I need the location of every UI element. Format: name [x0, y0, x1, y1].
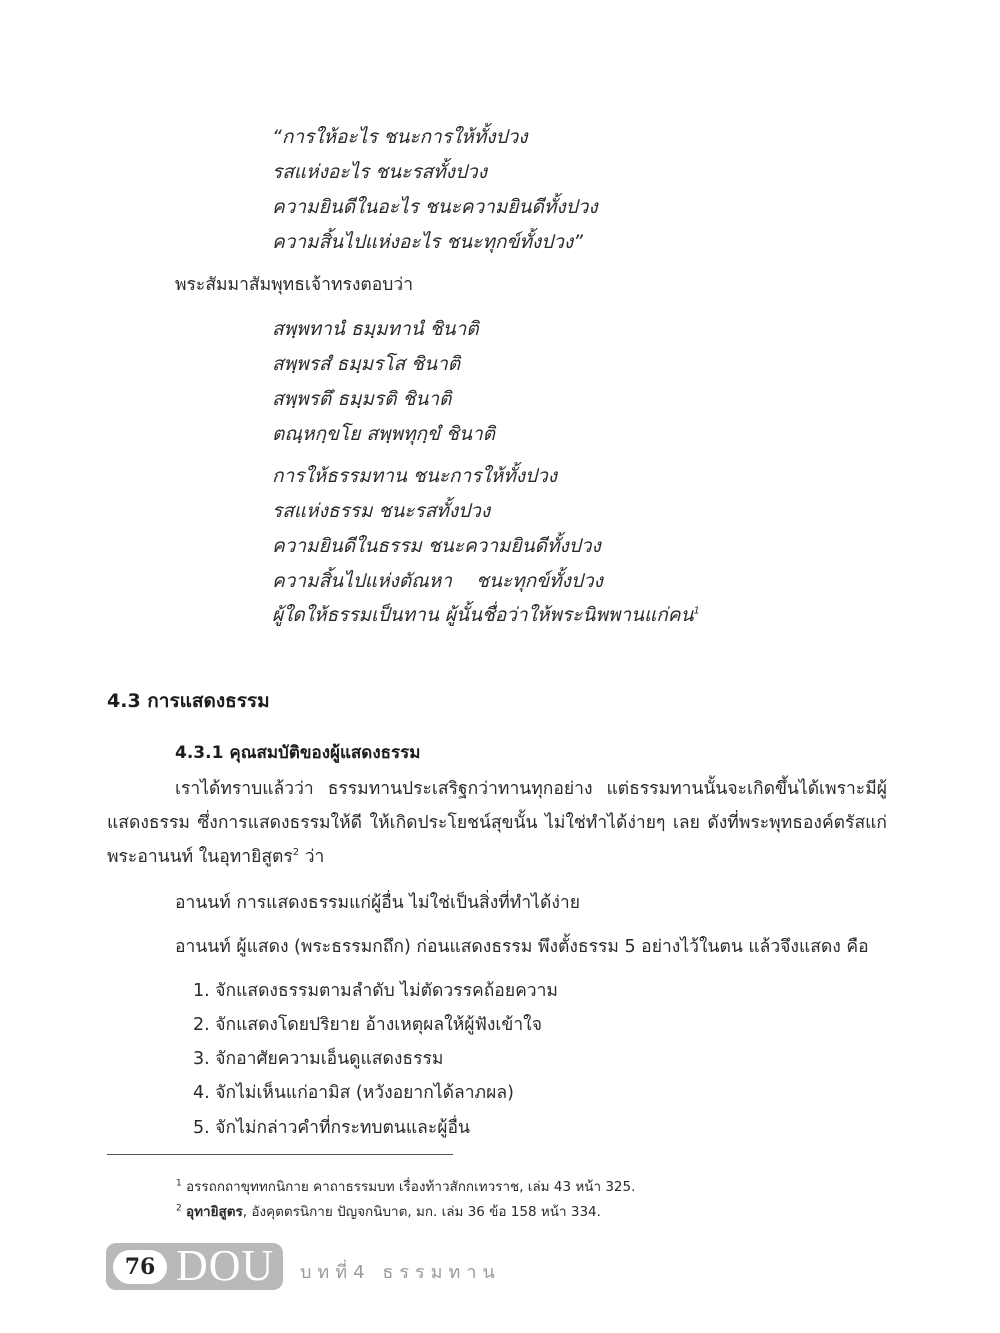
translation-line-right: ชนะทุกข์ทั้งปวง — [476, 570, 603, 592]
translation-line — [272, 606, 700, 625]
pali-line: สพฺพรตึ ธมฺมรติ ชินาติ — [272, 388, 452, 410]
footnote-text: อรรถกถาขุททกนิกาย คาถาธรรมบท เรื่องท้าวสักกเทวราช, เล่ม 43 หน้า 325. — [186, 1179, 636, 1195]
footnote-divider — [107, 1154, 453, 1155]
verse-line: รสแห่งอะไร ชนะรสทั้งปวง — [272, 161, 487, 183]
brand-logo: DOU — [176, 1241, 275, 1290]
pali-line: ตณฺหกฺขโย สพฺพทุกฺขํ ชินาติ — [272, 423, 495, 445]
paragraph-text-end: ว่า — [299, 847, 325, 867]
chapter-title: บทที่4 ธรรมทาน — [300, 1262, 501, 1283]
list-item: 2. จักแสดงโดยปริยาย อ้างเหตุผลให้ผู้ฟังเข้าใจ — [193, 1015, 542, 1035]
translation-line-left: ความสิ้นไปแห่งตัณหา — [272, 570, 452, 592]
footnote — [176, 1175, 635, 1197]
translation-text: ผู้ใดให้ธรรมเป็นทาน ผู้นั้นชื่อว่าให้พระนิพพานแก่คน — [272, 604, 694, 626]
footnote-number: 1 — [176, 1178, 182, 1189]
footnote-ref: 2 — [292, 847, 300, 859]
footnote-number: 2 — [176, 1203, 182, 1214]
ananda-line: อานนท์ การแสดงธรรมแก่ผู้อื่น ไม่ใช่เป็นสิ่งที่ทำได้ง่าย — [175, 893, 580, 913]
footnote — [176, 1200, 601, 1222]
ananda-line: อานนท์ ผู้แสดง (พระธรรมกถึก) ก่อนแสดงธรรม พึงตั้งธรรม 5 อย่างไว้ในตน แล้วจึงแสดง คือ — [175, 937, 869, 957]
buddha-reply: พระสัมมาสัมพุทธเจ้าทรงตอบว่า — [175, 275, 414, 295]
page-number: 76 — [113, 1250, 167, 1284]
translation-line: การให้ธรรมทาน ชนะการให้ทั้งปวง — [272, 465, 558, 487]
body-paragraph — [107, 772, 887, 874]
footnote-text: , อังคุตตรนิกาย ปัญจกนิบาต, มก. เล่ม 36 ข้อ 158 หน้า 334. — [242, 1204, 601, 1220]
section-heading: 4.3 การแสดงธรรม — [107, 690, 270, 712]
verse-line: “การให้อะไร ชนะการให้ทั้งปวง — [272, 126, 528, 148]
list-item: 5. จักไม่กล่าวคำที่กระทบตนและผู้อื่น — [193, 1118, 470, 1138]
footnote-bold-title: อุทายิสูตร — [186, 1204, 243, 1220]
list-item: 3. จักอาศัยความเอ็นดูแสดงธรรม — [193, 1049, 444, 1069]
footnote-ref: 1 — [693, 605, 700, 617]
translation-line: ความยินดีในธรรม ชนะความยินดีทั้งปวง — [272, 535, 601, 557]
translation-line: รสแห่งธรรม ชนะรสทั้งปวง — [272, 500, 491, 522]
list-item: 1. จักแสดงธรรมตามลำดับ ไม่ตัดวรรคถ้อยความ — [193, 981, 558, 1001]
verse-line: ความยินดีในอะไร ชนะความยินดีทั้งปวง — [272, 196, 598, 218]
paragraph-text: เราได้ทราบแล้วว่า ธรรมทานประเสริฐกว่าทานทุกอย่าง แต่ธรรมทานนั้นจะเกิดขึ้นได้เพราะมีผู้แสดงธรรม ซึ่งการแสดงธรรมให้ดี ให้เกิดประโยชน์สุขนั้น ไม่ใช่ทำได้ง่ายๆ เลย ดังที่พระพุทธองค์ตรัสแก่พระอานนท์ ในอุทายิสูตร — [107, 779, 887, 867]
pali-line: สพฺพทานํ ธมฺมทานํ ชินาติ — [272, 318, 479, 340]
subsection-heading: 4.3.1 คุณสมบัติของผู้แสดงธรรม — [175, 743, 421, 763]
pali-line: สพฺพรสํ ธมฺมรโส ชินาติ — [272, 353, 461, 375]
verse-line: ความสิ้นไปแห่งอะไร ชนะทุกข์ทั้งปวง” — [272, 231, 583, 253]
list-item: 4. จักไม่เห็นแก่อามิส (หวังอยากได้ลาภผล) — [193, 1083, 514, 1103]
